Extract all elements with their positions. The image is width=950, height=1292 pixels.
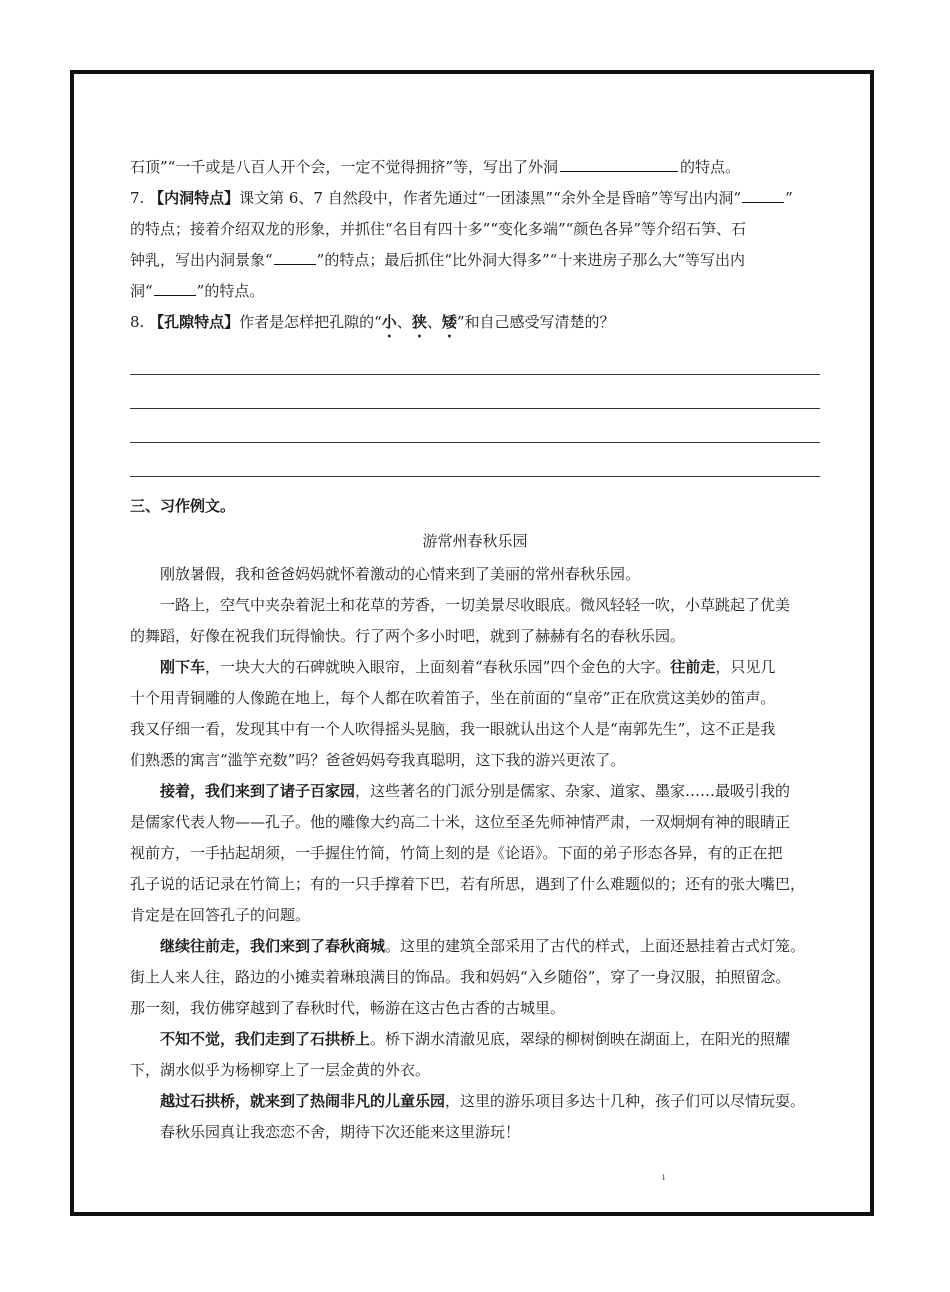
essay-paragraph-6: [130, 1024, 820, 1055]
essay-text: ，这里的游乐项目多达十几种，孩子们可以尽情玩耍。: [445, 1092, 806, 1110]
essay-paragraph-5-cont: 那一刻，我仿佛穿越到了春秋时代，畅游在这古色古香的古城里。: [130, 999, 566, 1017]
answer-line[interactable]: [130, 443, 820, 477]
question-7-quote-close: ”: [785, 189, 793, 207]
essay-paragraph-8: 春秋乐园真让我恋恋不舍，期待下次还能来这里游玩！: [160, 1123, 521, 1141]
essay-paragraph-3-cont: 我又仔细一看，发现其中有一个人吹得摇头晃脑，我一眼就认出这个人是“南郭先生”，这不正是我: [130, 720, 776, 738]
essay-text: 。桥下湖水清澈见底，翠绿的柳树倒映在湖面上，在阳光的照耀: [370, 1030, 791, 1048]
question-8-number: 8.: [130, 313, 145, 331]
question-7-label: 【内洞特点】: [149, 189, 240, 207]
essay-paragraph-2: 一路上，空气中夹杂着泥土和花草的芳香，一切美景尽收眼底。微风轻轻一吹，小草跳起了优美: [160, 596, 791, 614]
essay-emphasis: 往前走: [670, 658, 716, 676]
question-8-text-end: ”和自己感受写清楚的？: [456, 313, 615, 331]
essay-paragraph-6-cont: 下，湖水似乎为杨柳穿上了一层金黄的外衣。: [130, 1061, 431, 1079]
question-8-label: 【孔隙特点】: [149, 313, 240, 331]
question-7-line-4-start: 洞“: [130, 282, 153, 300]
emphasis-char-small: 小: [381, 313, 397, 331]
question-8-text: 作者是怎样把孔隙的“: [239, 313, 382, 331]
worksheet-content: [130, 152, 820, 1148]
essay-paragraph-4-cont: 肯定是在回答孔子的问题。: [130, 906, 311, 924]
question-7-line-3-start: 钟乳，写出内洞景象“: [130, 251, 273, 269]
essay-paragraph-7: [130, 1086, 820, 1117]
question-7-line-3-end: ”的特点；最后抓住“比外洞大得多”“十来进房子那么大”等写出内: [316, 251, 746, 269]
essay-text: ，这些著名的门派分别是儒家、杂家、道家、墨家……最吸引我的: [355, 782, 791, 800]
answer-line[interactable]: [130, 409, 820, 443]
question-7-line-3: [130, 245, 820, 276]
essay-paragraph-3-cont: 们熟悉的寓言“滥竽充数”吗？爸爸妈妈夸我真聪明，这下我的游兴更浓了。: [130, 751, 626, 769]
essay-paragraph-3-cont: 十个用青铜雕的人像跪在地上，每个人都在吹着笛子，坐在前面的“皇帝”正在欣赏这美妙的笛声。: [130, 689, 776, 707]
essay-body: [130, 559, 820, 1148]
answer-line[interactable]: [130, 341, 820, 375]
continued-question-line: [130, 152, 820, 183]
answer-line[interactable]: [130, 375, 820, 409]
answer-area[interactable]: [130, 341, 820, 477]
emphasis-char-narrow: 狭: [411, 313, 427, 331]
separator: 、: [426, 313, 442, 331]
essay-title: 游常州春秋乐园: [422, 532, 528, 550]
essay-emphasis: 越过石拱桥，就来到了热闹非凡的儿童乐园: [160, 1092, 446, 1110]
essay-paragraph-5: [130, 931, 820, 962]
question-7-number: 7.: [130, 189, 145, 207]
question-7-line-1: [130, 183, 820, 214]
essay-emphasis: 接着，我们来到了诸子百家园: [160, 782, 356, 800]
continued-text-end: 的特点。: [680, 158, 741, 176]
essay-text: ，只见几: [715, 658, 776, 676]
continued-text: 石顶”“一千或是八百人开个会，一定不觉得拥挤”等，写出了外洞: [130, 158, 559, 176]
essay-paragraph-4-cont: 孔子说的话记录在竹简上；有的一只手撑着下巴，若有所思，遇到了什么难题似的；还有的张大嘴巴，: [130, 875, 806, 893]
separator: 、: [396, 313, 412, 331]
emphasis-char-low: 矮: [441, 313, 457, 331]
essay-text: ，一块大大的石碑就映入眼帘，上面刻着“春秋乐园”四个金色的大字。: [205, 658, 671, 676]
question-7-text: 课文第 6、7 自然段中，作者先通过“一团漆黑”“余外全是昏暗”等写出内洞“: [239, 189, 742, 207]
essay-paragraph-2-cont: 的舞蹈，好像在祝我们玩得愉快。行了两个多小时吧，就到了赫赫有名的春秋乐园。: [130, 627, 686, 645]
question-8: [130, 307, 820, 477]
question-7: [130, 183, 820, 307]
section-3-heading: 三、习作例文。: [130, 497, 236, 515]
essay-paragraph-5-cont: 街上人来人往，路边的小摊卖着琳琅满目的饰品。我和妈妈“入乡随俗”，穿了一身汉服，拍照留念。: [130, 968, 791, 986]
answer-blank-outer-cave[interactable]: [560, 153, 678, 172]
essay-emphasis: 继续往前走，我们来到了春秋商城: [160, 937, 386, 955]
essay-paragraph-4-cont: 视前方，一手拈起胡须，一手握住竹简，竹简上刻的是《论语》。下面的弟子形态各异，有的正在把: [130, 844, 783, 862]
answer-blank-inner-cave-3[interactable]: [154, 277, 196, 296]
essay-paragraph-1: 刚放暑假，我和爸爸妈妈就怀着激动的心情来到了美丽的常州春秋乐园。: [160, 565, 641, 583]
essay-paragraph-3: [130, 652, 820, 683]
question-7-line-4-end: ”的特点。: [196, 282, 265, 300]
answer-blank-inner-cave-2[interactable]: [274, 246, 316, 265]
question-8-line: [130, 307, 820, 341]
question-7-line-4: [130, 276, 820, 307]
question-7-line-2: 的特点；接着介绍双龙的形象，并抓住“名目有四十多”“变化多端”“颜色各异”等介绍石笋、石: [130, 220, 747, 238]
essay-text: 。这里的建筑全部采用了古代的样式，上面还悬挂着古式灯笼。: [385, 937, 806, 955]
essay-paragraph-4: [130, 776, 820, 807]
essay-emphasis: 刚下车: [160, 658, 206, 676]
answer-blank-inner-cave-1[interactable]: [742, 184, 784, 203]
scan-mark: ı: [662, 1172, 666, 1183]
essay-emphasis: 不知不觉，我们走到了石拱桥上: [160, 1030, 371, 1048]
essay-paragraph-4-cont: 是儒家代表人物——孔子。他的雕像大约高二十米，这位至圣先师神情严肃，一双炯炯有神的眼睛正: [130, 813, 791, 831]
